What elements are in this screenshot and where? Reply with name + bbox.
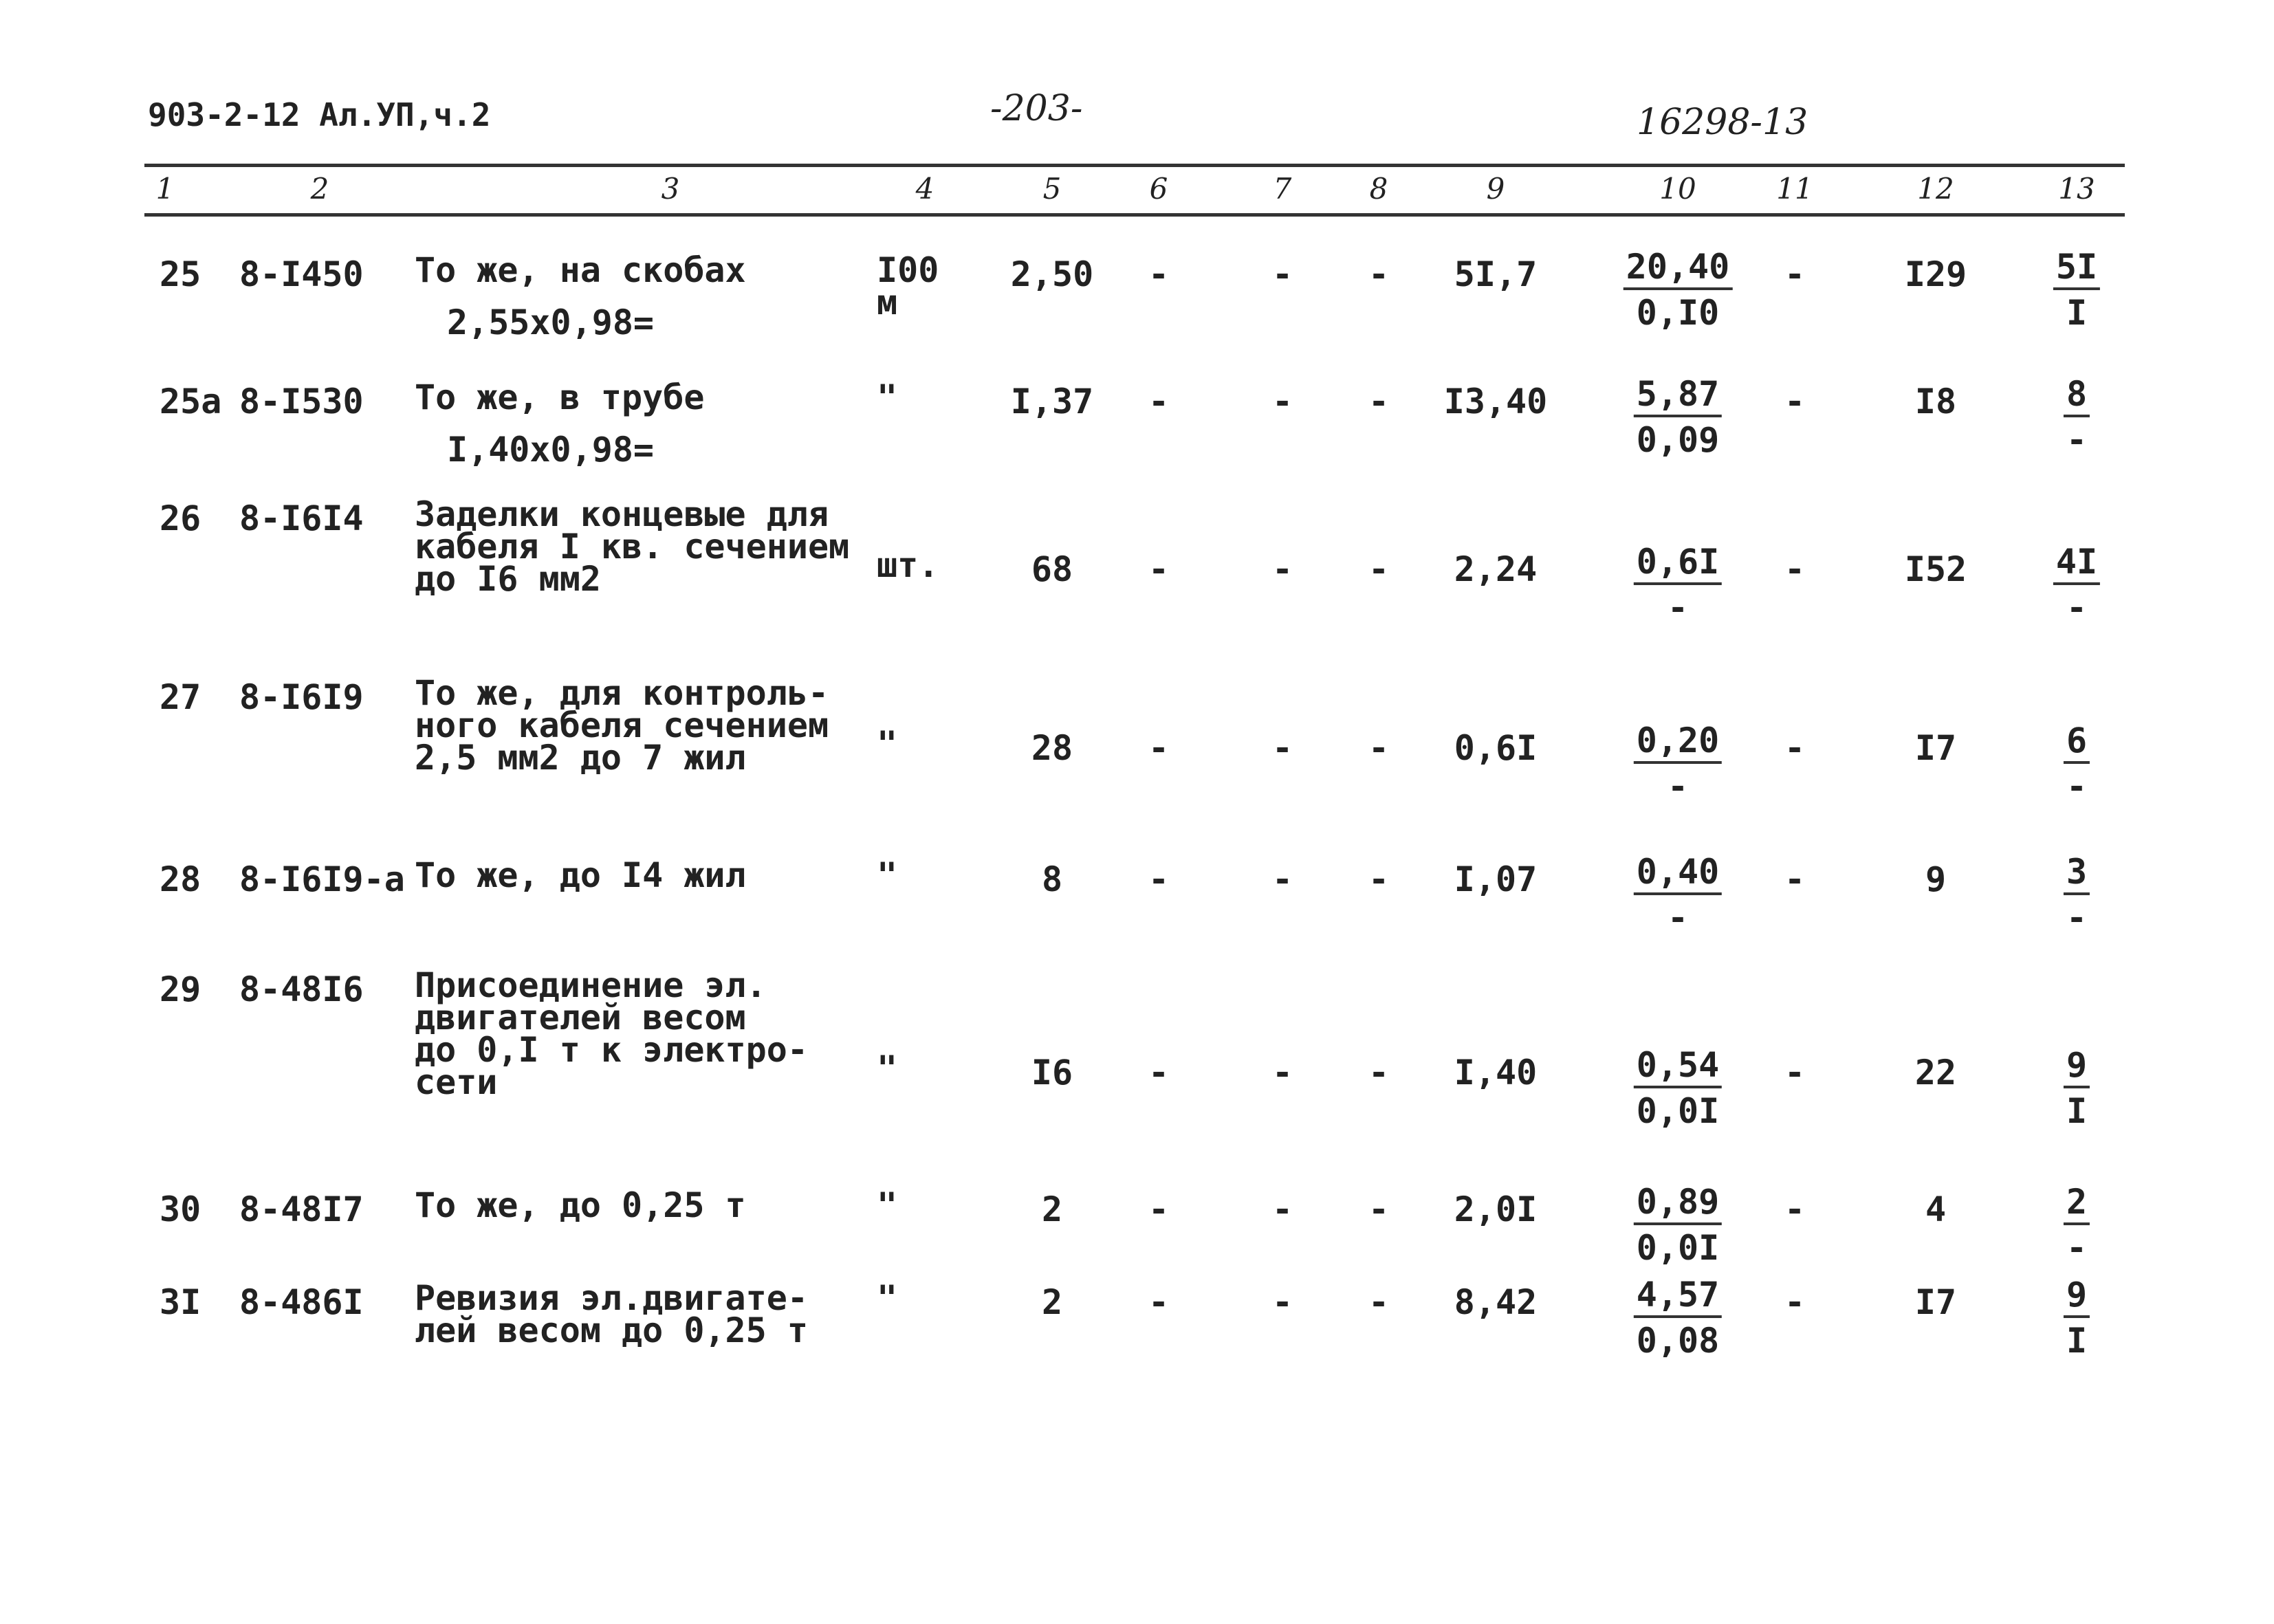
unit: " (877, 724, 898, 764)
cell-col-6: - (1148, 728, 1170, 768)
quantity: 8 (1041, 859, 1063, 899)
unit: " (877, 1049, 898, 1088)
cell-col-9: 2,0I (1454, 1189, 1538, 1229)
cell-col-9: I,40 (1454, 1053, 1538, 1093)
rate-code: 8-48I6 (239, 969, 364, 1009)
unit: " (877, 377, 898, 417)
cell-col-13 (2064, 720, 2090, 809)
cell-col-7: - (1271, 728, 1293, 768)
cell-col-8: - (1368, 254, 1390, 294)
cell-col-12: I7 (1914, 728, 1957, 768)
quantity: 2,50 (1010, 254, 1094, 294)
rate-code: 8-I530 (239, 382, 364, 421)
cell-col-10-numerator: 20,40 (1623, 246, 1733, 290)
cell-col-13-numerator: 3 (2064, 851, 2090, 895)
cell-col-9: 0,6I (1454, 728, 1538, 768)
rate-code: 8-48I7 (239, 1189, 364, 1229)
cell-col-13-numerator: 8 (2064, 373, 2090, 417)
work-description: То же, в трубе (415, 377, 705, 417)
cell-col-11: - (1784, 1189, 1806, 1229)
unit: " (877, 1185, 898, 1225)
cell-col-10-numerator: 4,57 (1634, 1274, 1722, 1318)
cell-col-7: - (1271, 859, 1293, 899)
cell-col-6: - (1148, 1189, 1170, 1229)
cell-col-7: - (1271, 1053, 1293, 1093)
cell-col-13 (2064, 1044, 2090, 1134)
quantity: I6 (1031, 1053, 1073, 1093)
work-description: То же, до 0,25 т (415, 1185, 746, 1225)
cell-col-10 (1634, 720, 1722, 809)
row-number: 29 (160, 969, 201, 1009)
cell-col-10-denominator: 0,09 (1636, 420, 1720, 460)
column-header-3: 3 (661, 172, 680, 206)
cell-col-10-numerator: 0,40 (1634, 851, 1722, 895)
cell-col-8: - (1368, 728, 1390, 768)
cell-col-10 (1623, 246, 1733, 336)
cell-col-12: I29 (1904, 254, 1967, 294)
document-reference: 16298-13 (1637, 102, 1808, 143)
cell-col-10-denominator: - (1667, 767, 1689, 806)
cell-col-13 (2064, 1274, 2090, 1363)
cell-col-10-denominator: - (1667, 898, 1689, 938)
cell-col-13-denominator: - (2066, 898, 2088, 938)
cell-col-8: - (1368, 1282, 1390, 1322)
cell-col-6: - (1148, 1282, 1170, 1322)
cell-col-6: - (1148, 382, 1170, 421)
cell-col-8: - (1368, 859, 1390, 899)
cell-col-9: 8,42 (1454, 1282, 1538, 1322)
quantity: 2 (1041, 1282, 1063, 1322)
quantity: 28 (1031, 728, 1073, 768)
column-header-9: 9 (1486, 172, 1505, 206)
cell-col-10 (1634, 1044, 1722, 1134)
cell-col-7: - (1271, 1189, 1293, 1229)
row-number: 25 (160, 254, 201, 294)
work-description: Присоединение эл. двигателей весом до 0,I т к электро- сети (415, 965, 808, 1102)
cell-col-7: - (1271, 1282, 1293, 1322)
column-header-4: 4 (915, 172, 934, 206)
column-header-2: 2 (310, 172, 329, 206)
rate-code: 8-I6I9-а (239, 859, 405, 899)
cell-col-11: - (1784, 382, 1806, 421)
cell-col-13-numerator: 4I (2053, 541, 2100, 585)
cell-col-7: - (1271, 549, 1293, 589)
cell-col-10-denominator: 0,0I (1636, 1228, 1720, 1268)
cell-col-11: - (1784, 254, 1806, 294)
cell-col-10 (1634, 373, 1722, 463)
cell-col-10-numerator: 0,89 (1634, 1181, 1722, 1225)
cell-col-7: - (1271, 382, 1293, 421)
cell-col-13 (2064, 851, 2090, 941)
work-description: Ревизия эл.двигате- лей весом до 0,25 т (415, 1278, 808, 1350)
cell-col-13-numerator: 5I (2053, 246, 2100, 290)
cell-col-10-numerator: 0,54 (1634, 1044, 1722, 1088)
cell-col-12: I7 (1914, 1282, 1957, 1322)
work-description: То же, до I4 жил (415, 855, 746, 895)
cell-col-8: - (1368, 549, 1390, 589)
cell-col-10-numerator: 5,87 (1634, 373, 1722, 417)
column-header-7: 7 (1273, 172, 1292, 206)
column-header-1: 1 (155, 172, 175, 206)
cell-col-9: I,07 (1454, 859, 1538, 899)
unit: I00 м (877, 250, 939, 322)
cell-col-8: - (1368, 1189, 1390, 1229)
row-number: 28 (160, 859, 201, 899)
cell-col-10-denominator: 0,0I (1636, 1091, 1720, 1131)
cell-col-6: - (1148, 254, 1170, 294)
cell-col-13-numerator: 9 (2064, 1044, 2090, 1088)
rate-code: 8-I450 (239, 254, 364, 294)
cell-col-9: 2,24 (1454, 549, 1538, 589)
unit: " (877, 855, 898, 895)
cell-col-10 (1634, 851, 1722, 941)
work-description-formula: I,40х0,98= (447, 430, 655, 470)
cell-col-10 (1634, 541, 1722, 630)
row-number: 3I (160, 1282, 201, 1322)
row-number: 27 (160, 677, 201, 717)
cell-col-7: - (1271, 254, 1293, 294)
work-description-formula: 2,55х0,98= (447, 303, 655, 342)
cell-col-10-numerator: 0,20 (1634, 720, 1722, 764)
cell-col-13-numerator: 9 (2064, 1274, 2090, 1318)
cell-col-13-denominator: I (2066, 1321, 2088, 1361)
cell-col-11: - (1784, 1282, 1806, 1322)
cell-col-10-numerator: 0,6I (1634, 541, 1722, 585)
quantity: I,37 (1010, 382, 1094, 421)
cell-col-13-denominator: I (2066, 1091, 2088, 1131)
cell-col-13 (2053, 541, 2100, 630)
cell-col-6: - (1148, 1053, 1170, 1093)
cell-col-6: - (1148, 859, 1170, 899)
cell-col-8: - (1368, 382, 1390, 421)
cell-col-9: 5I,7 (1454, 254, 1538, 294)
cell-col-11: - (1784, 728, 1806, 768)
cell-col-10-denominator: 0,08 (1636, 1321, 1720, 1361)
cell-col-12: 9 (1925, 859, 1947, 899)
rate-code: 8-486I (239, 1282, 364, 1322)
header-rule-bottom (144, 213, 2125, 217)
cell-col-10 (1634, 1181, 1722, 1271)
work-description: То же, для контроль- ного кабеля сечением 2,5 мм2 до 7 жил (415, 673, 829, 778)
cell-col-12: I52 (1904, 549, 1967, 589)
quantity: 68 (1031, 549, 1073, 589)
cell-col-13-denominator: - (2066, 420, 2088, 460)
column-header-12: 12 (1917, 172, 1954, 206)
quantity: 2 (1041, 1189, 1063, 1229)
column-header-13: 13 (2058, 172, 2095, 206)
cell-col-12: 22 (1914, 1053, 1957, 1093)
column-header-6: 6 (1149, 172, 1168, 206)
row-number: 30 (160, 1189, 201, 1229)
header-rule-top (144, 164, 2125, 167)
rate-code: 8-I6I9 (239, 677, 364, 717)
row-number: 26 (160, 498, 201, 538)
work-description: Заделки концевые для кабеля I кв. сечением до I6 мм2 (415, 494, 850, 599)
cell-col-9: I3,40 (1443, 382, 1548, 421)
cell-col-6: - (1148, 549, 1170, 589)
document-code: 903-2-12 Ал.УП,ч.2 (148, 96, 491, 133)
cell-col-13 (2064, 1181, 2090, 1271)
cell-col-12: I8 (1914, 382, 1957, 421)
cell-col-8: - (1368, 1053, 1390, 1093)
cell-col-12: 4 (1925, 1189, 1947, 1229)
work-description: То же, на скобах (415, 250, 746, 290)
column-header-11: 11 (1776, 172, 1813, 206)
cell-col-10-denominator: 0,I0 (1636, 293, 1720, 333)
row-number: 25а (160, 382, 222, 421)
page-number: -203- (990, 88, 1083, 129)
cell-col-11: - (1784, 549, 1806, 589)
cell-col-11: - (1784, 1053, 1806, 1093)
column-header-10: 10 (1659, 172, 1696, 206)
cell-col-13-numerator: 6 (2064, 720, 2090, 764)
cell-col-13-denominator: I (2066, 293, 2088, 333)
column-header-8: 8 (1369, 172, 1388, 206)
cell-col-11: - (1784, 859, 1806, 899)
column-header-5: 5 (1042, 172, 1062, 206)
cell-col-10-denominator: - (1667, 588, 1689, 628)
cell-col-13 (2064, 373, 2090, 463)
cell-col-13-numerator: 2 (2064, 1181, 2090, 1225)
cell-col-13 (2053, 246, 2100, 336)
unit: " (877, 1278, 898, 1318)
rate-code: 8-I6I4 (239, 498, 364, 538)
cell-col-13-denominator: - (2066, 767, 2088, 806)
unit: шт. (877, 545, 939, 585)
cell-col-13-denominator: - (2066, 1228, 2088, 1268)
cell-col-13-denominator: - (2066, 588, 2088, 628)
cell-col-10 (1634, 1274, 1722, 1363)
